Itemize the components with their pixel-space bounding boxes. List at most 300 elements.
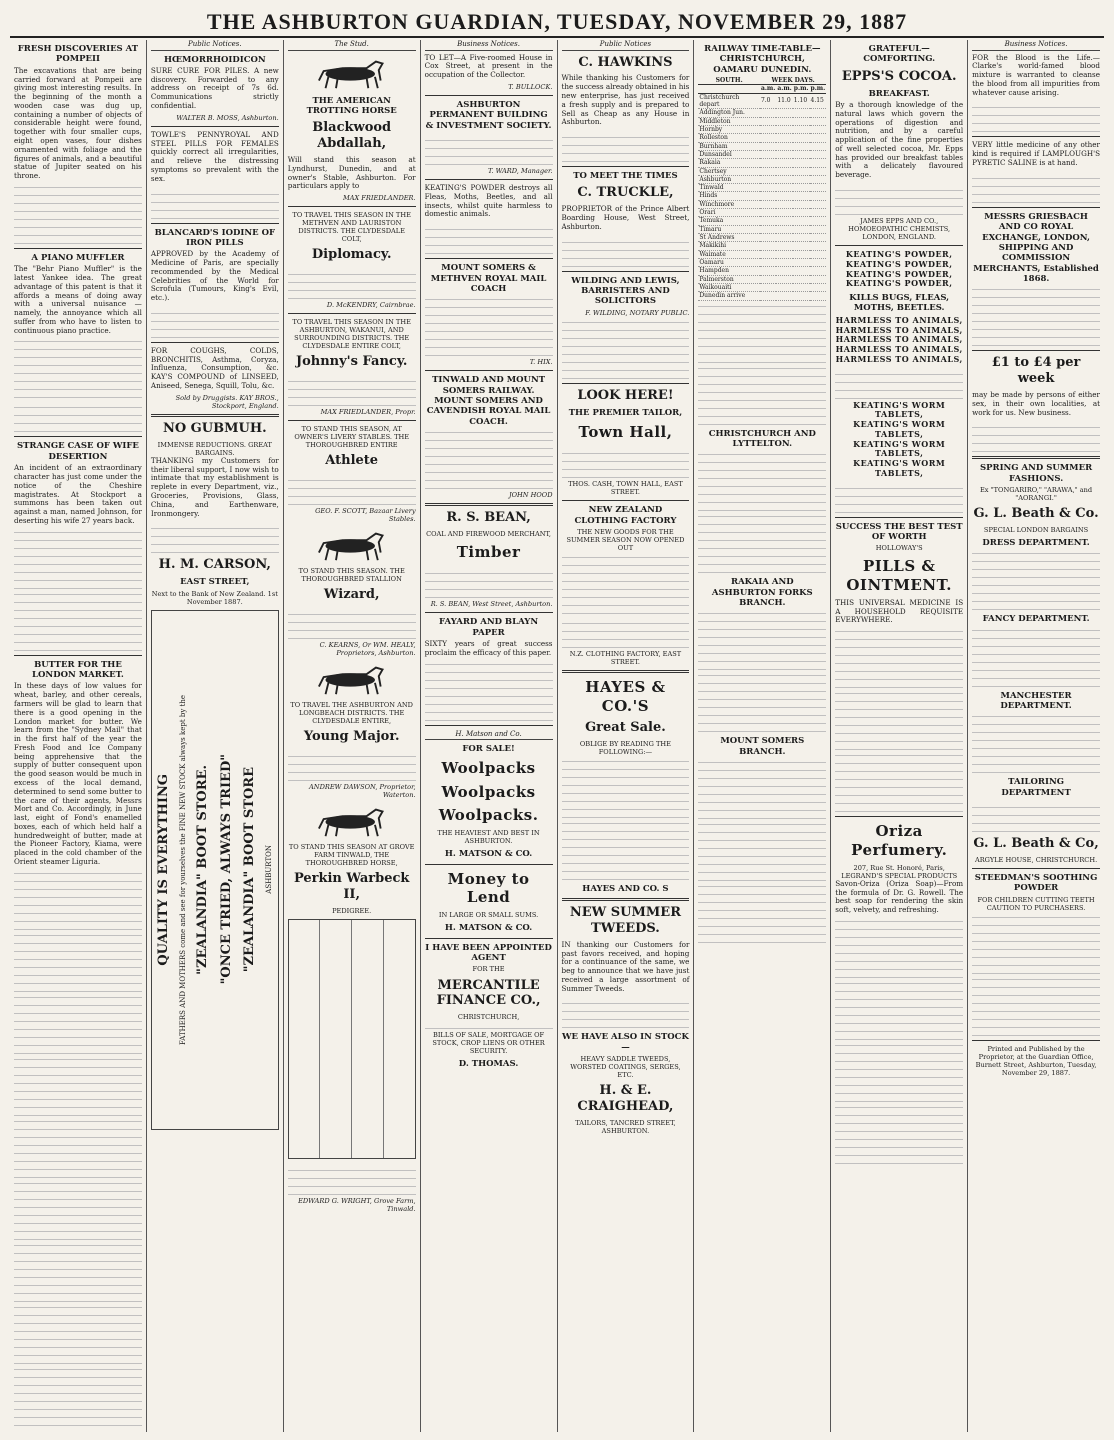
ad-text: FOR COUGHS, COLDS, BRONCHITIS, Asthma, Coryza, Influenza, Consumption, &c. KAY'S COMPOUND of LINSEED, Aniseed, Senega, Squill, Tolu, &c. xyxy=(150,345,279,391)
divider xyxy=(151,223,279,224)
ad-title: SPRING AND SUMMER FASHIONS. xyxy=(979,463,1093,484)
text-lines xyxy=(835,1042,963,1102)
timetable-days: WEEK DAYS. xyxy=(760,77,826,85)
departure-time xyxy=(760,184,776,192)
ad-text: THIS UNIVERSAL MEDICINE IS A HOUSEHOLD REQUISITE EVERYWHERE. xyxy=(835,597,964,625)
pedigree-label: PEDIGREE. xyxy=(332,906,372,915)
text-lines xyxy=(14,400,142,432)
text-lines xyxy=(151,521,279,553)
pedigree-column xyxy=(320,920,352,1158)
station-name: Ashburton xyxy=(698,175,760,183)
stud-signature: C. KEARNS, Or WM. HEALY, Proprietors, Ashburton. xyxy=(319,641,416,658)
notice-title: WILDING AND LEWIS, BARRISTERS AND SOLICITORS xyxy=(571,275,680,307)
divider xyxy=(562,670,690,673)
text-lines xyxy=(14,591,142,651)
notice-subtitle: THE PREMIER TAILOR, xyxy=(568,407,683,418)
timetable-title: RAKAIA AND ASHBURTON FORKS BRANCH. xyxy=(711,577,813,608)
horse-illustration xyxy=(301,526,403,564)
ad-text: TOWLE'S PENNYROYAL AND STEEL PILLS FOR FEMALES quickly correct all irregularities, and relieve the distressing symptoms so prevalent with the sex. xyxy=(150,129,279,183)
ad-title: GRATEFUL—COMFORTING. xyxy=(863,44,936,65)
divider xyxy=(14,436,142,437)
divider xyxy=(972,868,1100,869)
notice-subtitle: FOR THE xyxy=(472,965,505,974)
departure-time xyxy=(810,258,827,266)
text-lines xyxy=(972,713,1100,773)
stud-signature: GEO. F. SCOTT, Bazaar Livery Stables. xyxy=(315,507,416,524)
notice-signature: H. MATSON & CO. xyxy=(444,923,533,934)
departure-time xyxy=(810,217,827,225)
notice-title: FOR SALE! xyxy=(462,744,515,755)
timetable-row xyxy=(698,125,826,133)
text-lines xyxy=(425,133,553,165)
stud-title: THE AMERICAN TROTTING HORSE xyxy=(306,95,397,116)
ad-subtitle: BREAKFAST. xyxy=(868,88,930,99)
stud-title: TO TRAVEL THIS SEASON IN THE ASHBURTON, WAKANUI, AND SURROUNDING DISTRICTS. THE CLYDESDALE ENTIRE COLT, xyxy=(292,318,411,351)
timetable-row xyxy=(698,109,826,117)
departure-time xyxy=(793,142,810,150)
station-name: St Andrews xyxy=(698,234,760,242)
timetable-row xyxy=(698,134,826,142)
notice-signature: JOHN HOOD xyxy=(508,491,553,500)
ad-text: FOR the Blood is the Life.—Clarke's world-famed blood mixture is warranted to cleanse the blood from all impurities from whatever cause arising. xyxy=(972,52,1100,97)
divider xyxy=(562,898,690,901)
ad-title: MESSRS GRIESBACH AND CO ROYAL EXCHANGE, LONDON, SHIPPING AND COMMISSION MERCHANTS, Established 1868. xyxy=(973,211,1099,284)
money-headline: Money to Lend xyxy=(447,869,530,907)
ad-signature: Sold by Druggists. KAY BROS., Stockport, England. xyxy=(175,393,279,410)
departure-time xyxy=(810,175,827,183)
ad-headline: £1 to £4 per week xyxy=(991,355,1081,387)
text-lines xyxy=(562,554,690,614)
text-lines xyxy=(835,690,963,750)
departure-time xyxy=(810,109,827,117)
divider xyxy=(562,166,690,167)
text-lines xyxy=(835,481,963,513)
notice-signature: H. & E. CRAIGHEAD, xyxy=(577,1083,674,1115)
text-lines xyxy=(562,319,690,379)
notice-signature: N.Z. CLOTHING FACTORY, EAST STREET. xyxy=(569,650,682,667)
notice-title: I HAVE BEEN APPOINTED AGENT xyxy=(425,942,552,964)
text-lines xyxy=(562,616,690,648)
stud-signature: ANDREW DAWSON, Proprietor, Waterton. xyxy=(309,783,416,800)
station-name: Orari xyxy=(698,209,760,217)
woolpacks-headline: Woolpacks xyxy=(441,759,536,778)
text-lines xyxy=(288,607,416,639)
pedigree-chart xyxy=(288,919,416,1159)
departure-time xyxy=(776,150,792,158)
departure-time xyxy=(793,109,810,117)
article-text: The excavations that are being carried forward at Pompeii are giving most interesting results. In the beginning of the month a wooden case was dug up, containing a number of objects of considerable height were found, together with four smaller cups, eight open vases, four dishes ornamented with foliage and the figures of animals, and a beautiful statue of Jupiter seated on his throne. xyxy=(14,65,142,181)
departure-time: 7.0 xyxy=(760,93,776,109)
departure-time xyxy=(760,234,776,242)
station-name: Waikouaiti xyxy=(698,283,760,291)
notice-signature: F. WILDING, NOTARY PUBLIC. xyxy=(585,308,690,317)
timetable-lines xyxy=(698,759,826,819)
text-lines xyxy=(835,918,963,978)
timetable-row xyxy=(698,175,826,183)
text-lines xyxy=(14,1304,142,1364)
departure-time xyxy=(810,267,827,275)
departure-time xyxy=(793,167,810,175)
departure-time xyxy=(776,217,792,225)
timetable-col-header: a.m. xyxy=(777,85,792,93)
departure-time xyxy=(810,117,827,125)
text-lines xyxy=(972,171,1100,203)
column-heading: Public Notices xyxy=(562,40,690,51)
beath-headline: G. L. Beath & Co, xyxy=(973,836,1099,852)
vertical-headline: "ONCE TRIED, ALWAYS TRIED" xyxy=(218,754,234,985)
ad-text: Next to the Bank of New Zealand. 1st November 1887. xyxy=(151,589,278,606)
departure-time xyxy=(810,283,827,291)
text-lines xyxy=(288,1163,416,1195)
departure-time xyxy=(776,250,792,258)
departure-time xyxy=(810,250,827,258)
stud-signature: MAX FRIEDLANDER. xyxy=(343,194,416,203)
divider xyxy=(425,725,553,726)
station-name: Timaru xyxy=(698,225,760,233)
horse-name: Diplomacy. xyxy=(311,247,392,263)
departure-time xyxy=(760,134,776,142)
departure-time xyxy=(793,217,810,225)
timetable-row xyxy=(698,292,826,300)
ad-subtitle: ARGYLE HOUSE, CHRISTCHURCH. xyxy=(974,856,1098,865)
timetable-row xyxy=(698,225,826,233)
text-lines xyxy=(835,1104,963,1164)
hayes-headline: HAYES & CO.'S xyxy=(585,678,666,715)
notice-title: MOUNT SOMERS & METHVEN ROYAL MAIL COACH xyxy=(430,263,547,294)
departure-time xyxy=(793,125,810,133)
timetable-lines xyxy=(698,451,826,511)
notice-title: TO MEET THE TIMES xyxy=(573,171,678,182)
divider xyxy=(425,179,553,180)
horse-name: Athlete xyxy=(325,453,379,469)
stud-title: TO STAND THIS SEASON AT GROVE FARM TINWALD, THE THOROUGHBRED HORSE, xyxy=(288,843,415,868)
station-name: Temuka xyxy=(698,217,760,225)
divider xyxy=(288,313,416,314)
ad-title: BLANCARD'S IODINE OF IRON PILLS xyxy=(154,227,276,248)
departure-time xyxy=(776,234,792,242)
text-lines xyxy=(972,976,1100,1036)
departure-time xyxy=(793,225,810,233)
timetable-title: MOUNT SOMERS BRANCH. xyxy=(720,736,805,757)
text-lines xyxy=(151,187,279,219)
departure-time xyxy=(776,109,792,117)
pedigree-column xyxy=(289,920,321,1158)
notice-subtitle: IN LARGE OR SMALL SUMS. xyxy=(438,911,539,920)
text-lines xyxy=(288,374,416,406)
timetable-row xyxy=(698,200,826,208)
vertical-headline: "ZEALANDIA" BOOT STORE xyxy=(242,766,258,973)
woolpacks-headline: Woolpacks. xyxy=(438,806,539,825)
timetable-row xyxy=(698,117,826,125)
horse-name: Johnny's Fancy. xyxy=(295,354,408,370)
newspaper-title: THE ASHBURTON GUARDIAN, TUESDAY, NOVEMBER 29, 1887 xyxy=(206,9,908,34)
departure-time xyxy=(760,200,776,208)
timetable-row xyxy=(698,267,826,275)
article-title: A PIANO MUFFLER xyxy=(31,252,125,263)
notice-subtitle: WE HAVE ALSO IN STOCK— xyxy=(562,1032,689,1053)
horse-illustration xyxy=(301,802,403,840)
keating-line: KEATING'S POWDER, xyxy=(845,278,953,289)
timetable-lines xyxy=(698,610,826,670)
station-name: Hornby xyxy=(698,125,760,133)
divider xyxy=(972,456,1100,459)
text-lines xyxy=(972,914,1100,974)
timetable-col-header xyxy=(698,85,760,93)
station-name: Makikihi xyxy=(698,242,760,250)
ad-subtitle: 207, Rue St. Honoré, Paris, LEGRAND'S SPECIAL PRODUCTS xyxy=(841,863,958,880)
article-text: In these days of low values for wheat, barley, and other cereals, farmers will be glad to learn that there is a good opening in the London market for butter. We learn from the "Sydney Mail" that in the first half of the year the Fresh Food and Ice Company being apprehensive that the supply of butter consequent upon the good season would be much in excess of the local demand, determined to send some butter to the care of their agents, Messrs Mort and Co. Accordingly, in June last, eight of Fond's enamelled boxes, each of which held half a hundredweight of butter, made at the Pioneer Factory, Kiama, were placed in the cold chamber of the Orient steamer Liguria. xyxy=(14,681,142,867)
departure-time xyxy=(776,142,792,150)
notice-text: PROPRIETOR of the Prince Albert Boarding House, West Street, Ashburton. xyxy=(561,204,690,231)
notice-title: TINWALD AND MOUNT SOMERS RAILWAY. MOUNT SOMERS AND CAVENDISH ROYAL MAIL COACH. xyxy=(426,375,551,427)
text-lines xyxy=(425,222,553,254)
timetable-lines xyxy=(698,303,826,363)
article-text: An incident of an extraordinary character has just come under the notice of the Cheshire magistrates. At Stockport a summons has been taken out against a man, named Johnson, for deserting his wife 27 years back. xyxy=(14,463,142,525)
departure-time xyxy=(776,134,792,142)
departure-time xyxy=(776,267,792,275)
stud-title: TO STAND THIS SEASON. THE THOROUGHBRED STALLION xyxy=(298,567,405,584)
station-name: Burnham xyxy=(698,142,760,150)
column-3 xyxy=(284,40,421,1432)
text-lines xyxy=(288,749,416,781)
departure-time xyxy=(776,125,792,133)
text-lines xyxy=(972,420,1100,452)
ad-signature: JAMES EPPS AND CO., HOMOEOPATHIC CHEMISTS, LONDON, ENGLAND. xyxy=(848,216,951,242)
harmless-line: HARMLESS TO ANIMALS, xyxy=(835,334,963,345)
vertical-text: FATHERS AND MOTHERS come and see for yourselves the FINE NEW STOCK always kept by the xyxy=(179,694,188,1045)
horse-name: Wizard, xyxy=(323,587,380,603)
notice-text: BILLS OF SALE, MORTGAGE OF STOCK, CROP LIENS OR OTHER SECURITY. xyxy=(432,1031,545,1056)
divider xyxy=(972,207,1100,208)
departure-time xyxy=(776,258,792,266)
station-name: Chertsey xyxy=(698,167,760,175)
timetable-row xyxy=(698,159,826,167)
zealandia-boot-store-ad xyxy=(151,610,279,1130)
station-name: Christchurch depart xyxy=(698,93,760,109)
station-name: Rolleston xyxy=(698,134,760,142)
departure-time xyxy=(810,184,827,192)
horse-name: Young Major. xyxy=(303,729,400,745)
departure-time xyxy=(760,242,776,250)
notice-title: FAYARD AND BLAYN PAPER xyxy=(439,617,539,638)
notice-title: NEW ZEALAND CLOTHING FACTORY xyxy=(574,505,677,526)
departure-time: 4.15 xyxy=(810,93,827,109)
column-heading: The Stud. xyxy=(288,40,416,51)
station-name: Winchmore xyxy=(698,200,760,208)
stud-signature: D. McKENDRY, Cairnbrae. xyxy=(326,301,416,310)
text-lines xyxy=(425,429,553,489)
ad-text: THANKING my Customers for their liberal support, I now wish to intimate that my establishment is replete in every Department, viz., Groceries, Provisions, Glass, China, and Earthenware, Ironmongery. xyxy=(150,455,279,518)
divider xyxy=(425,370,553,371)
article-title: FRESH DISCOVERIES AT POMPEII xyxy=(17,44,139,65)
article-title: BUTTER FOR THE LONDON MARKET. xyxy=(32,659,124,681)
divider xyxy=(425,95,553,96)
horse-illustration xyxy=(301,660,403,698)
station-name: Hampden xyxy=(698,267,760,275)
divider xyxy=(972,1040,1100,1041)
keating-line: KEATING'S POWDER, xyxy=(845,249,953,260)
column-5 xyxy=(558,40,695,1432)
station-name: Rakaia xyxy=(698,159,760,167)
notice-headline: MERCANTILE FINANCE CO., xyxy=(436,977,541,1009)
text-lines xyxy=(972,286,1100,346)
departure-time xyxy=(810,200,827,208)
departure-time xyxy=(776,159,792,167)
departure-time xyxy=(760,125,776,133)
departure-time xyxy=(776,200,792,208)
town-hall-headline: Town Hall, xyxy=(578,422,673,441)
text-lines xyxy=(972,550,1100,610)
departure-time xyxy=(793,258,810,266)
imprint: Printed and Published by the Proprietor, at the Guardian Office, Burnett Street, Ashburton, Tuesday, November 29, 1887. xyxy=(975,1044,1097,1077)
ad-headline: H. M. CARSON, xyxy=(158,557,271,573)
departure-time xyxy=(793,150,810,158)
divider xyxy=(425,258,553,259)
timetable-row xyxy=(698,217,826,225)
stud-signature: MAX FRIEDLANDER, Propr. xyxy=(320,408,416,417)
timetable-row xyxy=(698,192,826,200)
timetable-header xyxy=(698,77,826,85)
departure-time xyxy=(776,242,792,250)
ad-title: SUCCESS THE BEST TEST OF WORTH xyxy=(835,521,963,542)
timetable-lines xyxy=(698,672,826,732)
ad-headline: NO GUBMUH. xyxy=(162,420,267,436)
departure-time xyxy=(760,225,776,233)
text-lines xyxy=(425,566,553,598)
column-heading: H. Matson and Co. xyxy=(425,730,553,741)
text-lines xyxy=(14,1180,142,1240)
notice-signature: H. MATSON & CO. xyxy=(444,849,533,860)
text-lines xyxy=(14,1056,142,1116)
text-lines xyxy=(562,446,690,478)
departure-time xyxy=(810,225,827,233)
departure-time xyxy=(776,175,792,183)
departure-time xyxy=(810,167,827,175)
departure-time xyxy=(793,184,810,192)
pedigree-column xyxy=(384,920,415,1158)
text-lines xyxy=(14,184,142,244)
departure-time xyxy=(760,159,776,167)
departure-time xyxy=(776,209,792,217)
column-2 xyxy=(147,40,284,1432)
departure-time xyxy=(760,292,776,300)
railway-timetable xyxy=(698,77,826,300)
departure-time xyxy=(760,258,776,266)
departure-time xyxy=(793,234,810,242)
departure-time xyxy=(793,209,810,217)
worm-tablets-line: KEATING'S WORM TABLETS, xyxy=(853,399,946,420)
column-7 xyxy=(831,40,968,1432)
text-lines xyxy=(425,1023,553,1029)
ad-text: may be made by persons of either sex, in their own localities, at work for us. New business. xyxy=(972,390,1100,417)
departure-time xyxy=(810,134,827,142)
stud-title: TO STAND THIS SEASON, AT OWNER'S LIVERY STABLES. THE THOROUGHBRED ENTIRE xyxy=(294,425,410,450)
departure-time xyxy=(810,242,827,250)
notice-text: OBLIGE BY READING THE FOLLOWING:— xyxy=(579,739,671,756)
text-lines xyxy=(14,1118,142,1178)
divider xyxy=(14,248,142,249)
station-name: Addington Jun. xyxy=(698,109,760,117)
departure-time xyxy=(793,292,810,300)
notice-subtitle: THE HEAVIEST AND BEST IN ASHBURTON. xyxy=(437,829,540,846)
ad-subtitle: CAUTION TO PURCHASERS. xyxy=(986,903,1086,912)
notice-text: KEATING'S POWDER destroys all Fleas, Moths, Beetles, and all insects, whilst quite harmless to domestic animals. xyxy=(424,183,553,219)
text-lines xyxy=(288,267,416,299)
divider xyxy=(151,126,279,127)
ad-signature: WALTER B. MOSS, Ashburton. xyxy=(176,113,279,122)
divider xyxy=(835,816,963,817)
timetable-row xyxy=(698,283,826,291)
departure-time xyxy=(760,109,776,117)
column-heading: Business Notices. xyxy=(972,40,1100,51)
departure-time xyxy=(810,292,827,300)
departure-time xyxy=(810,234,827,242)
horse-illustration xyxy=(301,54,403,92)
horse-name: Blackwood Abdallah, xyxy=(312,120,392,152)
text-lines xyxy=(425,661,553,721)
notice-signature: THOS. CASH, TOWN HALL, EAST STREET. xyxy=(568,480,683,497)
timetable-row xyxy=(698,142,826,150)
text-lines xyxy=(562,996,690,1028)
notice-text: HEAVY SADDLE TWEEDS, WORSTED COATINGS, SERGES, ETC. xyxy=(570,1055,681,1080)
notice-subtitle: COAL AND FIREWOOD MERCHANT, xyxy=(426,529,552,538)
ad-title: KILLS BUGS, FLEAS, MOTHS, BEETLES. xyxy=(849,293,950,314)
timetable-body xyxy=(698,93,826,300)
timetable-row xyxy=(698,250,826,258)
divider xyxy=(425,864,553,865)
text-lines xyxy=(562,235,690,267)
department-title: FANCY DEPARTMENT. xyxy=(982,614,1090,625)
harmless-line: HARMLESS TO ANIMALS, xyxy=(835,353,963,364)
text-lines xyxy=(14,1242,142,1302)
notice-text: While thanking his Customers for the success already obtained in his new enterprise, has just received a fresh supply and is prepared to Sell as Cheap as any House in Ashburton. xyxy=(561,73,690,127)
departure-time xyxy=(776,167,792,175)
departure-time xyxy=(760,217,776,225)
departure-time xyxy=(793,192,810,200)
stud-text: Will stand this season at Lyndhurst, Dunedin, and at owner's Stable, Ashburton. For particulars apply to xyxy=(287,154,416,191)
departure-time xyxy=(776,283,792,291)
keating-line: KEATING'S POWDER, xyxy=(845,268,953,279)
departure-time xyxy=(810,209,827,217)
text-lines xyxy=(562,130,690,162)
column-6 xyxy=(694,40,831,1432)
article-text: The "Behr Piano Muffler" is the latest Yankee idea. The great advantage of this patent is that it affords a means of doing away with a universal nuisance — namely, the annoyance which all suffer from who have to listen to continuous piano practice. xyxy=(14,264,142,335)
harmless-line: HARMLESS TO ANIMALS, xyxy=(835,344,963,355)
divider xyxy=(14,655,142,656)
departure-time xyxy=(793,175,810,183)
department-title: TAILORING DEPARTMENT xyxy=(1001,777,1071,798)
station-name: Dunsandel xyxy=(698,150,760,158)
notice-signature: TAILORS, TANCRED STREET, ASHBURTON. xyxy=(575,1119,676,1136)
pedigree-column xyxy=(352,920,384,1158)
timetable-row xyxy=(698,242,826,250)
notice-text: IN thanking our Customers for past favors received, and hoping for a continuance of the same, we beg to announce that we have just received a large assortment of Summer Tweeds. xyxy=(561,939,690,993)
masthead xyxy=(10,8,1104,38)
notice-text: TO LET—A Five-roomed House in Cox Street, at present in the occupation of the Collector. xyxy=(424,52,553,80)
departure-time xyxy=(793,134,810,142)
departure-time xyxy=(810,150,827,158)
ad-subtitle: HOLLOWAY'S xyxy=(875,544,923,553)
ad-text: SURE CURE FOR PILES. A new discovery. Forwarded to any address on receipt of 7s 6d. Communications strictly confidential. xyxy=(150,65,279,111)
departure-time: 1.10 xyxy=(793,93,810,109)
ad-subtitle: Ex "TONGARIRO," "ARAWA," and "AORANGI." xyxy=(979,486,1093,503)
divider xyxy=(425,503,553,506)
divider xyxy=(562,271,690,272)
timetable-row xyxy=(698,209,826,217)
departure-time xyxy=(793,283,810,291)
departure-time xyxy=(776,117,792,125)
notice-headline: C. HAWKINS xyxy=(578,54,673,70)
